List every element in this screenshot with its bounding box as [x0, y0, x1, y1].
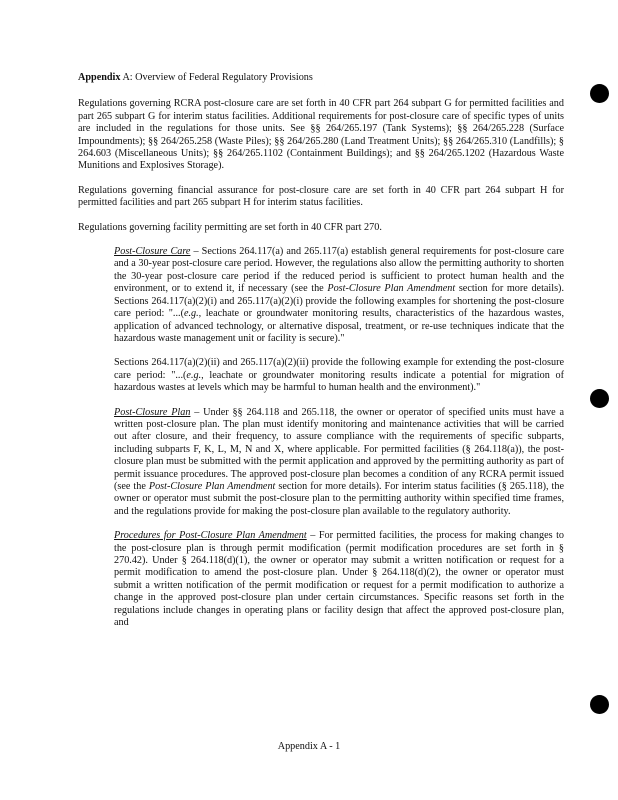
- appendix-title-bold: Appendix: [78, 72, 121, 83]
- section-heading: Procedures for Post-Closure Plan Amendment: [114, 530, 307, 542]
- paragraph-financial-assurance: Regulations governing financial assurance for post-closure care are set forth in 40 CFR part 264 subpart H for permitted facilities and part 265 subpart H for interim status facilities.: [78, 184, 564, 209]
- section-post-closure-care-extension: Sections 264.117(a)(2)(ii) and 265.117(a)(2)(ii) provide the following example for extending the post-closure care period: "...(e.g., leachate or groundwater monitoring results indicate a potential for migration of hazardous wastes at levels which may be harmful to human health and the environment).": [114, 357, 564, 394]
- section-heading: Post-Closure Plan: [114, 406, 191, 418]
- paragraph-permitting: Regulations governing facility permitting are set forth in 40 CFR part 270.: [78, 221, 382, 233]
- binder-hole-icon: [590, 84, 609, 103]
- section-post-closure-care: Post-Closure Care – Sections 264.117(a) and 265.117(a) establish general requirements for post-closure care and a 30-year post-closure care period. However, the regulations also allow the permitting authority to shorten the 30-year post-closure care period if the reduced period is sufficient to protect human health and the environment, or to extend it, if necessary (see the Post-Closure Plan Amendment section for more details). Sections 264.117(a)(2)(i) and 265.117(a)(2)(i) provide the following examples for shortening the post-closure care period: "...(e.g., leachate or groundwater monitoring results, characteristics of the hazardous wastes, application of advanced technology, or alternative disposal, treatment, or re-use techniques indicate that the hazardous waste management unit or facility is secure).": [114, 246, 564, 344]
- binder-hole-icon: [590, 389, 609, 408]
- appendix-title-rest: A: Overview of Federal Regulatory Provisions: [120, 72, 313, 83]
- section-heading: Post-Closure Care: [114, 246, 191, 258]
- paragraph-post-closure-regs: Regulations governing RCRA post-closure care are set forth in 40 CFR part 264 subpart G for permitted facilities and part 265 subpart G for interim status facilities. Additional requirements for post-closure care of specific types of units are included in the regulations for those units. See §§ 264/265.197 (Tank Systems); §§ 264/265.228 (Surface Impoundments); §§ 264/265.258 (Waste Piles); §§ 264/265.280 (Land Treatment Units); §§ 264/265.310 (Landfills); § 264.603 (Miscellaneous Units); §§ 264/265.1102 (Containment Buildings); and §§ 264/265.1202 (Hazardous Waste Munitions and Explosives Storage).: [78, 98, 564, 172]
- section-plan-amendment-procedures: Procedures for Post-Closure Plan Amendment – For permitted facilities, the process for making changes to the post-closure plan is through permit modification (permit modification procedures are set forth in § 270.42). Under § 264.118(d)(1), the owner or operator may submit a written notification or request for a permit modification to amend the post-closure plan. Under § 264.118(d)(2), the owner or operator must submit a written notification of the permit modification or request for a permit modification to authorize a change in the approved post-closure plan under certain circumstances. Specific reasons set forth in the regulations include changes in operating plans or facility design that affect the approved post-closure plan, and: [114, 530, 564, 629]
- binder-hole-icon: [590, 695, 609, 714]
- document-body: [78, 72, 564, 641]
- section-post-closure-plan: Post-Closure Plan – Under §§ 264.118 and 265.118, the owner or operator of specified units must have a written post-closure plan. The plan must identify monitoring and maintenance activities that will be carried out after closure, and their frequency, to assure compliance with the requirements of specific subparts, including subparts F, K, L, M, N and X, where applicable. For permitted facilities (§ 264.118(a)), the post-closure plan must be submitted with the permit application and approved by the permitting authority as part of permit issuance procedures. The approved post-closure plan becomes a condition of any RCRA permit issued (see the Post-Closure Plan Amendment section for more details). For interim status facilities (§ 265.118), the owner or operator must submit the post-closure plan to the permitting authority within specified time frames, and the regulations provide for making the post-closure plan available to the regulatory authority.: [114, 406, 564, 517]
- appendix-title: [78, 72, 564, 84]
- page-footer: Appendix A - 1: [277, 741, 341, 752]
